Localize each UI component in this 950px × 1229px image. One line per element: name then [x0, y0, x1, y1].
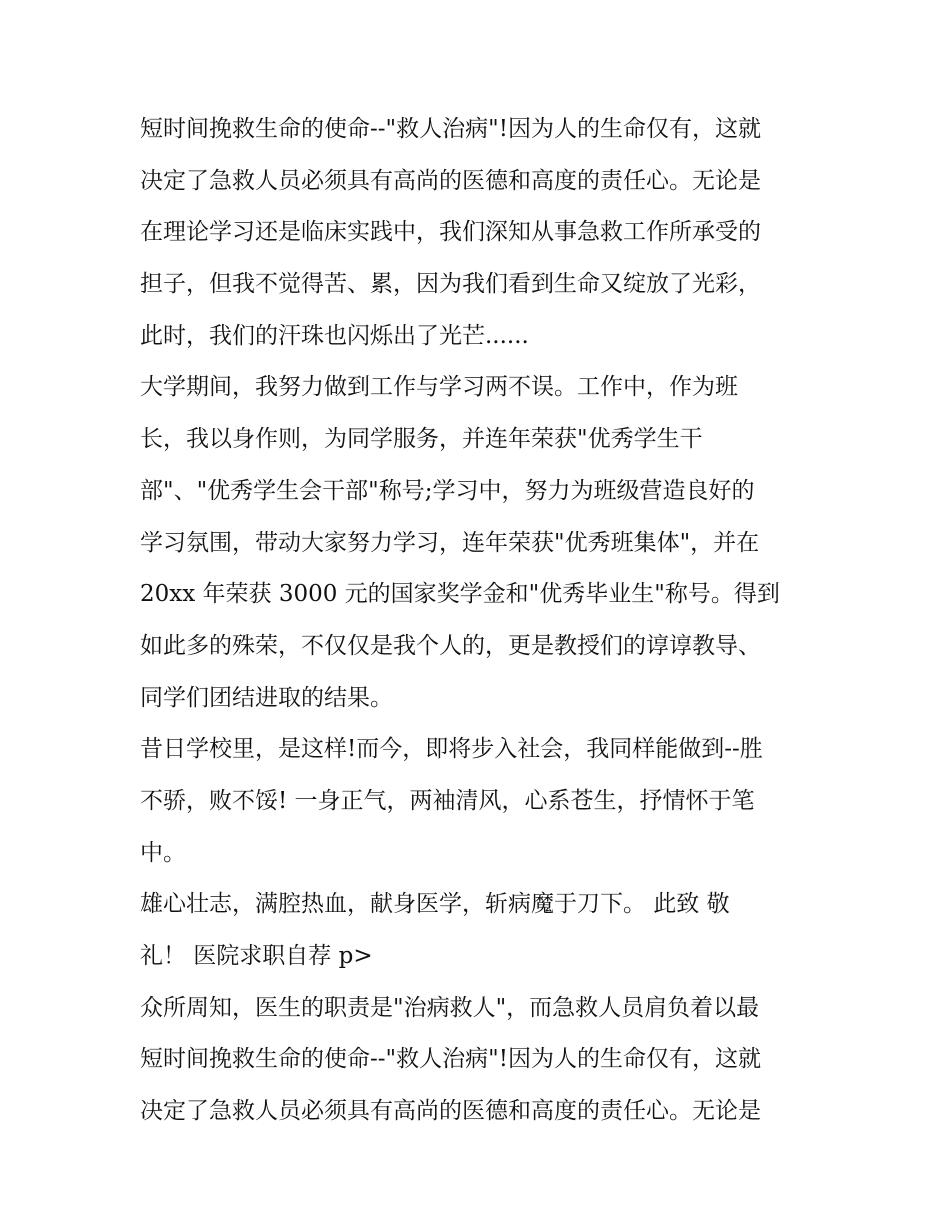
text-line: 20xx 年荣获 3000 元的国家奖学金和"优秀毕业生"称号。得到	[140, 581, 780, 608]
text-line: 长，我以身作则，为同学服务，并连年荣获"优秀学生干	[140, 426, 703, 453]
body-text	[140, 104, 830, 1138]
text-line: 昔日学校里，是这样!而今，即将步入社会，我同样能做到--胜	[140, 736, 763, 763]
text-line: 此时，我们的汗珠也闪烁出了光芒......	[140, 322, 529, 349]
text-line: 在理论学习还是临床实践中，我们深知从事急救工作所承受的	[140, 219, 761, 246]
text-line: 决定了急救人员必须具有高尚的医德和高度的责任心。无论是	[140, 1098, 761, 1125]
text-line: 大学期间，我努力做到工作与学习两不误。工作中，作为班	[140, 374, 738, 401]
text-line: 同学们团结进取的结果。	[140, 684, 393, 711]
text-line: 学习氛围，带动大家努力学习，连年荣获"优秀班集体"，并在	[140, 529, 760, 556]
text-line: 如此多的殊荣，不仅仅是我个人的，更是教授们的谆谆教导、	[140, 632, 761, 659]
text-line: 决定了急救人员必须具有高尚的医德和高度的责任心。无论是	[140, 167, 761, 194]
text-line: 礼！ 医院求职自荐 p>	[140, 943, 373, 969]
text-line: 短时间挽救生命的使命--"救人治病"!因为人的生命仅有，这就	[140, 1046, 761, 1073]
text-line: 短时间挽救生命的使命--"救人治病"!因为人的生命仅有，这就	[140, 116, 761, 142]
text-line: 部"、"优秀学生会干部"称号;学习中，努力为班级营造良好的	[140, 477, 755, 504]
text-line: 担子，但我不觉得苦、累，因为我们看到生命又绽放了光彩，	[140, 271, 761, 298]
text-line: 不骄，败不馁! 一身正气，两袖清风，心系苍生，抒情怀于笔	[140, 787, 755, 814]
text-line: 众所周知，医生的职责是"治病救人"，而急救人员肩负着以最	[140, 994, 760, 1021]
text-line: 雄心壮志，满腔热血，献身医学，斩病魔于刀下。 此致 敬	[140, 891, 730, 918]
text-line: 中。	[140, 839, 186, 866]
